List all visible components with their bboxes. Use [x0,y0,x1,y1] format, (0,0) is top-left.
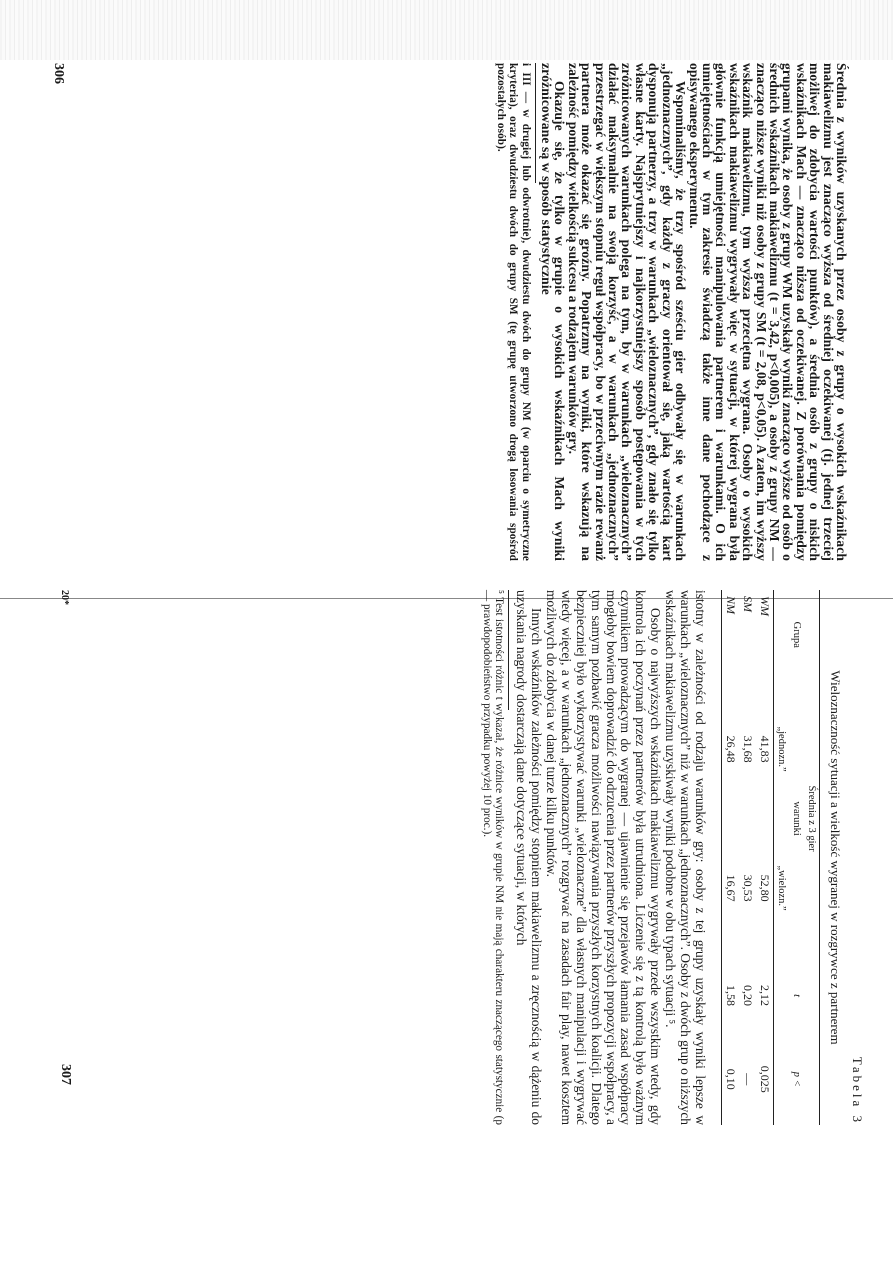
cell-p: — [741,1073,755,1086]
cell-t: 0,20 [741,985,755,1007]
cell-jedn: 41,83 [758,735,772,763]
footnote-text: i III — w drugiej lub odwrotnie), dwudziestu dwóch do grupy NM (w oparciu o symetryczne kryteria), oraz dwudziestu dwóch do grupy SM (tę grupę utworzono drogą losowania spośród pozostałych osób). [494,63,532,561]
table-row [722,590,740,1125]
cell-t: 2,12 [758,985,772,1007]
cell-t: 1,58 [724,985,738,1007]
cell-group: NM [724,596,738,614]
signature-mark: 20* [59,590,70,605]
cell-wielo: 30,53 [741,874,755,902]
right-page-body [480,590,707,1125]
paragraph: Średnia z wyników uzyskanych przez osoby z grupy o wysokich wskaźnikach makiawelizmu jest znacząco wyższa od średniej oczekiwanej (tj. jednej trzeciej możliwej do zdobycia wartości punktów), a średnia osób z grupy o niskich wskaźnikach Mach — znacząco niższa od oczekiwanej. Z porównania pomiędzy grupami wynika, że osoby z grupy WM uzyskały wyniki znacząco wyższe od osób o średnich wskaźnikach makiawelizmu (t = 3,42, p<0,005), a osoby z grupy NM — znacząco niższe wyniki niż osoby z grupy SM (t = 2,08, p<0,05). A zatem, im wyższy wskaźnik makiawelizmu, tym wyższa przeciętna wygrana. Osoby o wysokich wskaźnikach makiawelizmu wygrywały więc w sytuacji, w której wygrana była głównie funkcją umiejętności manipulowania partnerem i warunkami. O ich umiejętnościach w tym zakresie świadczą także inne dane pochodzące z opisywanego eksperymentu. [686,63,849,561]
paragraph: Okazuje się, że tylko w grupie o wysokich wskaźnikach Mach wyniki zróżnicowane są w sposób statystycznie [539,63,568,561]
page-number: 306 [51,63,66,84]
table-row [756,590,774,1125]
cell-wielo: 16,67 [724,874,738,902]
header-t: t [791,994,802,997]
scan-noise-band [0,0,893,60]
cell-group: WM [758,596,772,616]
cell-jedn: 31,68 [741,735,755,763]
header-jedn: „jednozn.” [776,726,787,772]
page-number: 307 [58,1064,73,1085]
header-mean: Średnia z 3 gier [806,785,817,852]
paragraph: Innych wskaźników zależności pomiędzy stopniem makiawelizmu a zręcznością w dążeniu do uzyskania nagrody dostarczają dane dotyczące sytuacji, w których [514,590,545,1125]
header-group: Grupa [791,621,802,648]
table-row [739,590,756,1125]
results-table [721,590,820,1125]
paragraph: istotny w zależności od rodzaju warunków gry: osoby z tej grupy uzyskały wyniki lepsze w warunkach „wieloznacznych” niż w warunkach „jednoznacznych”. Osoby z dwóch grup o niższych wskaźnikach makiawelizmu uzyskiwały wyniki podobne w obu typach sytuacji ⁵. [663,590,708,1125]
header-wielo: „wielozn.” [776,865,787,911]
table-title: Wieloznaczność sytuacji a wielkość wygranej w rozgrywce z partnerem [828,670,843,1045]
table-label: Tabela 3 [850,1056,865,1125]
cell-p: 0,025 [758,1065,772,1093]
left-page-body [494,63,848,561]
left-page [51,63,849,561]
cell-jedn: 26,48 [724,735,738,763]
paragraph: Wspominaliśmy, że trzy spośród sześciu gier odbywały się w warunkach „jednoznacznych”, gdy każdy z graczy orientował się, jaką wartością kart dysponują partnerzy, a trzy w warunkach „wieloznacznych”, gdy znało się tylko własne karty. Najsprytniejszy i najkorzystniejszy sposób postępowania w tych zróżnicowanych warunkach polega na tym, by w warunkach „wieloznacznych” działać maksymalnie na swoją korzyść, a w warunkach „jednoznacznych” przestrzegać w większym stopniu reguł współpracy, bo w przeciwnym razie rewanż partnera może okazać się groźny. Popatrzmy na wyniki, które wskazują na zależność pomiędzy wielkością sukcesu a rodzajem warunków gry. [565,63,689,561]
header-p: p < [791,1071,802,1087]
header-conditions: warunki [791,801,802,836]
right-page [58,590,865,1125]
cell-wielo: 52,80 [758,874,772,902]
footnote [494,63,531,561]
footnote-rule [535,63,536,183]
cell-group: SM [741,596,755,612]
footnote-rule [508,590,509,710]
cell-p: 0,10 [724,1068,738,1090]
footnote [480,590,505,1125]
footnote-text: ⁵ Test istotności różnic t wykazał, że różnice wyników w grupie NM nie mają charakteru znaczącego statystycznie (p — prawdopodobieństwo przypadku powyżej 10 proc.). [480,590,506,1125]
paragraph: Osoby o najwyższych wskaźnikach makiawelizmu wygrywały przede wszystkim wtedy, gdy kontrola ich poczynań przez partnerów była utrudniona. Liczenie się z tą kontrolą było ważnym czynnikiem prowadzącym do wygranej — ujawnienie się przejawów łamania zasad współpracy mogłoby bowiem doprowadzić do odrzucenia przez partnerów przyszłych propozycji współpracy, a tym samym pozbawić gracza możliwości nawiązywania przyszłych korzystnych koalicji. Dlatego bezpieczniej było wykorzystywać warunki „wieloznaczne” dla własnych manipulacji i wygrywać wtedy więcej, a w warunkach „jednoznacznych” rozgrywać na zasadach fair play, nawet kosztem możliwych do zdobycia w danej turze kilku punktów. [543,590,664,1125]
